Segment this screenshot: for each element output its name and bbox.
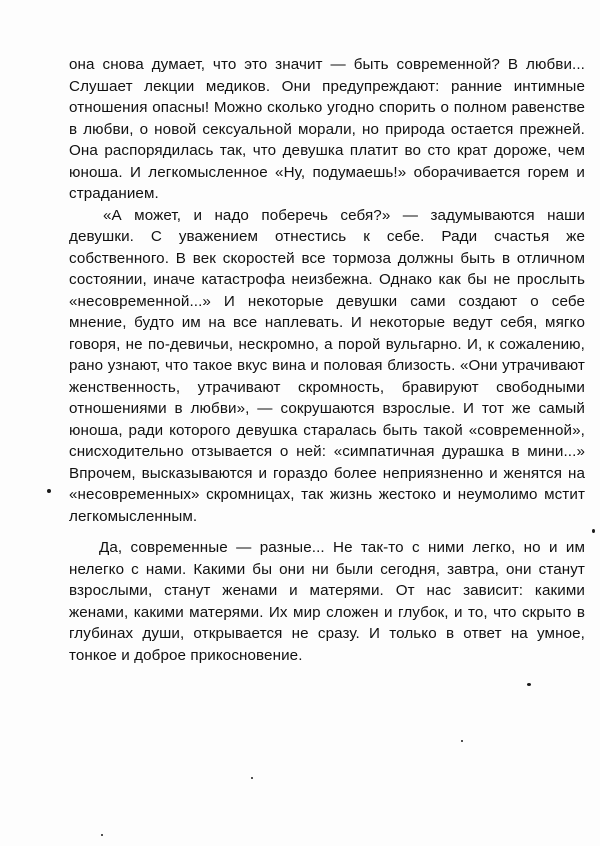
scan-speck (527, 683, 531, 686)
scan-speck (461, 740, 463, 742)
paragraph-2: «А может, и надо поберечь себя?» — задумываются наши девушки. С уважением отнестись к себе. Ради счастья же собственного. В век скоростей все тормоза должны быть в отличном состоянии, иначе катастрофа неизбежна. Однако как бы не прослыть «несовременной...» И некоторые девушки сами создают о себе мнение, будто им на все наплевать. И некоторые ведут себя, мягко говоря, не по-девичьи, нескромно, а порой вульгарно. И, к сожалению, рано узнают, что такое вкус вина и половая близость. «Они утрачивают женственность, утрачивают скромность, бравируют свободными отношениями в любви», — сокрушаются взрослые. И тот же самый юноша, ради которого девушка старалась быть такой «современной», снисходительно отзывается о ней: «симпатичная дурашка в мини...» Впрочем, высказываются и гораздо более неприязненно и женятся на «несовременных» скромницах, так жизнь жестоко и неумолимо мстит легкомысленным. (69, 206, 585, 525)
body-text (69, 54, 585, 666)
scan-speck (592, 529, 595, 533)
paragraph-3: Да, современные — разные... Не так-то с ними легко, но и им нелегко с нами. Какими бы они ни были сегодня, завтра, они станут взрослыми, станут женами и матерями. От нас зависит: какими женами, какими матерями. Их мир сложен и глубок, и то, что скрыто в глубинах души, открывается не сразу. И только в ответ на умное, тонкое и доброе прикосновение. (69, 539, 585, 664)
scan-speck (101, 834, 103, 836)
scan-speck (47, 489, 51, 493)
scan-speck (251, 777, 253, 779)
paragraph-1: она снова думает, что это значит — быть современной? В любви... Слушает лекции медиков. Они предупреждают: ранние интимные отношения опасны! Можно сколько угодно спорить о полном равенстве в любви, о новой сексуальной морали, но природа остается прежней. Она распорядилась так, что девушка платит во сто крат дороже, чем юноша. И легкомысленное «Ну, подумаешь!» оборачивается горем и страданием. (69, 56, 585, 202)
